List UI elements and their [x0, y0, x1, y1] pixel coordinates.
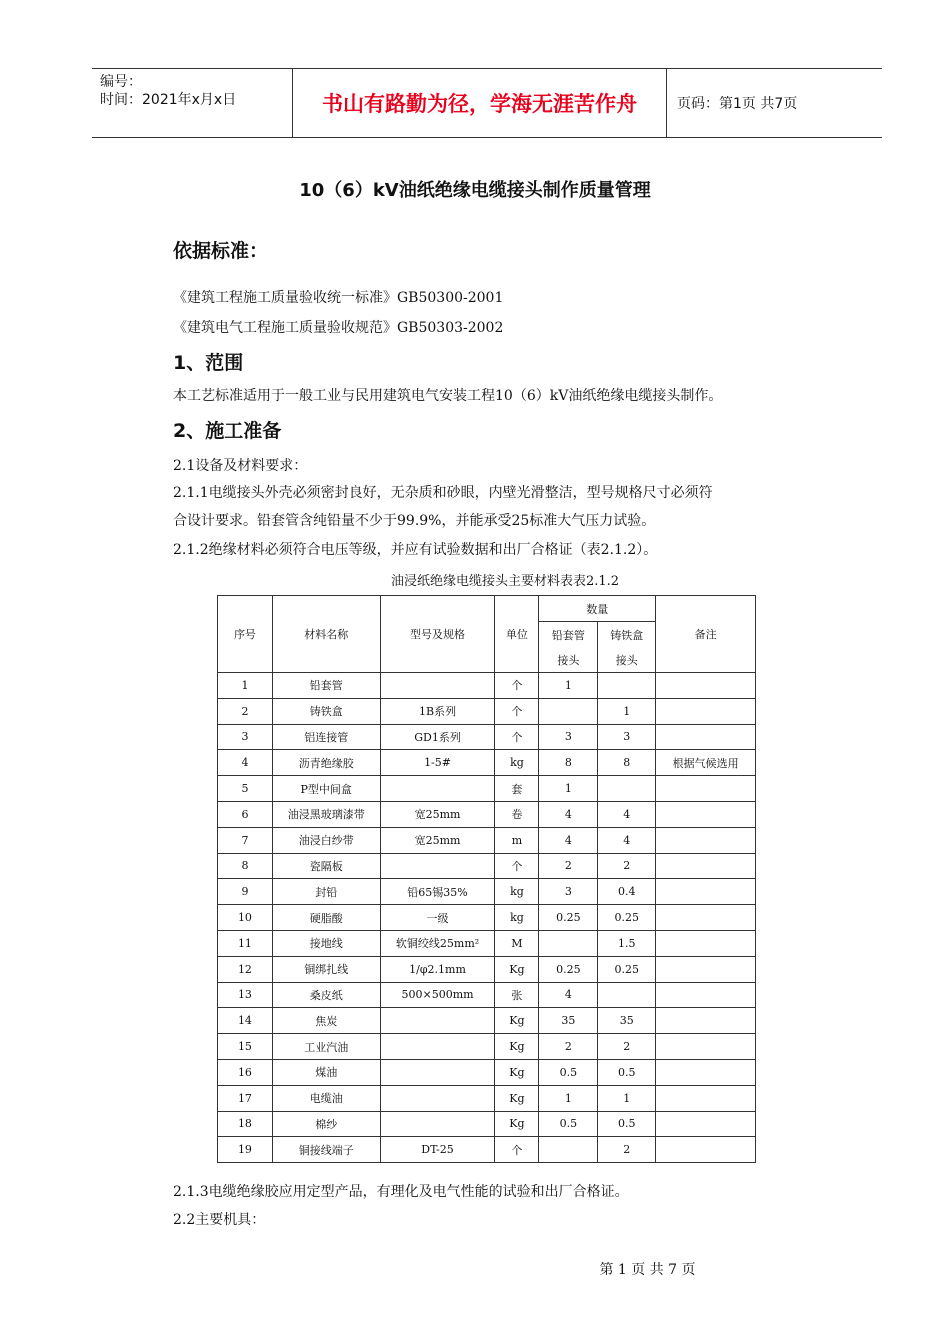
- header-no: 序号: [218, 596, 273, 673]
- section1-heading: 1、范围: [173, 352, 244, 374]
- cell-iron-qty: 1.5: [598, 930, 656, 956]
- section1-text: 本工艺标准适用于一般工业与民用建筑电气安装工程10（6）kV油纸绝缘电缆接头制作。: [173, 388, 723, 404]
- cell-unit: kg: [495, 750, 539, 776]
- table-row: [218, 801, 756, 827]
- cell-remark: [656, 673, 756, 699]
- header-iron: 铸铁盒: [598, 622, 656, 648]
- cell-spec: [380, 1034, 495, 1060]
- page-header: [92, 68, 882, 138]
- cell-iron-qty: 0.25: [598, 905, 656, 931]
- header-joint: 接头: [539, 647, 598, 673]
- table-row: [218, 956, 756, 982]
- cell-name: 封铅: [272, 879, 380, 905]
- cell-unit: 个: [495, 673, 539, 699]
- cell-spec: GD1系列: [380, 724, 495, 750]
- header-joint: 接头: [598, 647, 656, 673]
- section2-heading: 2、施工准备: [173, 420, 282, 442]
- cell-no: 15: [218, 1034, 273, 1060]
- cell-iron-qty: [598, 776, 656, 802]
- cell-lead-qty: 2: [539, 853, 598, 879]
- cell-spec: 1/φ2.1mm: [380, 956, 495, 982]
- cell-no: 7: [218, 827, 273, 853]
- basis-item: 《建筑电气工程施工质量验收规范》GB50303-2002: [173, 320, 504, 336]
- cell-unit: 张: [495, 982, 539, 1008]
- cell-name: 电缆油: [272, 1085, 380, 1111]
- table-row: [218, 673, 756, 699]
- cell-lead-qty: 1: [539, 1085, 598, 1111]
- cell-name: 铜绑扎线: [272, 956, 380, 982]
- cell-remark: [656, 1008, 756, 1034]
- cell-name: 铜接线端子: [272, 1137, 380, 1163]
- table-row: [218, 853, 756, 879]
- table-row: [218, 1034, 756, 1060]
- paragraph: 2.1.1电缆接头外壳必须密封良好，无杂质和砂眼，内壁光滑整洁，型号规格尺寸必须符: [173, 485, 713, 501]
- materials-table: [217, 595, 756, 1163]
- table-row: [218, 724, 756, 750]
- cell-name: 工业汽油: [272, 1034, 380, 1060]
- cell-spec: [380, 673, 495, 699]
- cell-lead-qty: 2: [539, 1034, 598, 1060]
- header-page-label: 页码：第1页 共7页: [677, 96, 798, 112]
- cell-no: 10: [218, 905, 273, 931]
- cell-lead-qty: [539, 930, 598, 956]
- cell-lead-qty: 0.25: [539, 905, 598, 931]
- cell-name: 接地线: [272, 930, 380, 956]
- cell-iron-qty: 2: [598, 1137, 656, 1163]
- cell-name: 桑皮纸: [272, 982, 380, 1008]
- cell-unit: 个: [495, 853, 539, 879]
- cell-no: 1: [218, 673, 273, 699]
- cell-lead-qty: 8: [539, 750, 598, 776]
- cell-remark: [656, 776, 756, 802]
- cell-name: 铸铁盒: [272, 698, 380, 724]
- cell-remark: [656, 1059, 756, 1085]
- cell-lead-qty: [539, 698, 598, 724]
- cell-spec: 500×500mm: [380, 982, 495, 1008]
- header-motto: 书山有路勤为径，学海无涯苦作舟: [293, 69, 667, 137]
- cell-name: 铅套管: [272, 673, 380, 699]
- table-row: [218, 698, 756, 724]
- table-row: [218, 905, 756, 931]
- cell-name: 瓷隔板: [272, 853, 380, 879]
- cell-remark: [656, 698, 756, 724]
- cell-unit: kg: [495, 905, 539, 931]
- cell-name: 煤油: [272, 1059, 380, 1085]
- cell-unit: M: [495, 930, 539, 956]
- cell-name: 棉纱: [272, 1111, 380, 1137]
- cell-no: 17: [218, 1085, 273, 1111]
- cell-lead-qty: 1: [539, 776, 598, 802]
- paragraph: 2.1.3电缆绝缘胶应用定型产品，有理化及电气性能的试验和出厂合格证。: [173, 1184, 629, 1200]
- cell-iron-qty: 0.4: [598, 879, 656, 905]
- cell-lead-qty: 1: [539, 673, 598, 699]
- cell-lead-qty: 0.25: [539, 956, 598, 982]
- cell-unit: 个: [495, 1137, 539, 1163]
- cell-spec: DT-25: [380, 1137, 495, 1163]
- cell-spec: 铅65锡35%: [380, 879, 495, 905]
- cell-iron-qty: [598, 982, 656, 1008]
- paragraph: 2.1设备及材料要求：: [173, 458, 308, 474]
- cell-iron-qty: 0.5: [598, 1111, 656, 1137]
- cell-no: 11: [218, 930, 273, 956]
- cell-iron-qty: 0.5: [598, 1059, 656, 1085]
- cell-remark: [656, 1137, 756, 1163]
- cell-iron-qty: 4: [598, 827, 656, 853]
- table-row: [218, 1008, 756, 1034]
- cell-remark: [656, 724, 756, 750]
- table-row: [218, 982, 756, 1008]
- cell-spec: [380, 1008, 495, 1034]
- cell-lead-qty: 4: [539, 827, 598, 853]
- cell-remark: [656, 853, 756, 879]
- cell-unit: m: [495, 827, 539, 853]
- table-row: [218, 1059, 756, 1085]
- time-label: 时间：2021年x月x日: [100, 92, 237, 108]
- cell-spec: [380, 1111, 495, 1137]
- cell-unit: 个: [495, 724, 539, 750]
- cell-name: 油浸黑玻璃漆带: [272, 801, 380, 827]
- cell-lead-qty: 4: [539, 801, 598, 827]
- cell-lead-qty: 3: [539, 879, 598, 905]
- cell-remark: [656, 982, 756, 1008]
- page-footer: 第 1 页 共 7 页: [599, 1262, 696, 1278]
- cell-spec: [380, 1085, 495, 1111]
- cell-no: 16: [218, 1059, 273, 1085]
- cell-spec: [380, 1059, 495, 1085]
- cell-name: P型中间盒: [272, 776, 380, 802]
- cell-name: 沥青绝缘胶: [272, 750, 380, 776]
- cell-spec: 宽25mm: [380, 801, 495, 827]
- cell-no: 8: [218, 853, 273, 879]
- cell-remark: [656, 905, 756, 931]
- document-title: 10（6）kV油纸绝缘电缆接头制作质量管理: [299, 180, 651, 201]
- cell-no: 2: [218, 698, 273, 724]
- paragraph: 合设计要求。铅套管含纯铅量不少于99.9%，并能承受25标准大气压力试验。: [173, 513, 656, 529]
- table-row: [218, 750, 756, 776]
- cell-iron-qty: 3: [598, 724, 656, 750]
- cell-no: 18: [218, 1111, 273, 1137]
- cell-no: 9: [218, 879, 273, 905]
- cell-unit: Kg: [495, 1034, 539, 1060]
- cell-iron-qty: 35: [598, 1008, 656, 1034]
- table-row: [218, 776, 756, 802]
- cell-lead-qty: 4: [539, 982, 598, 1008]
- table-row: [218, 1137, 756, 1163]
- cell-lead-qty: 35: [539, 1008, 598, 1034]
- basis-heading: 依据标准：: [173, 240, 269, 262]
- cell-unit: Kg: [495, 1085, 539, 1111]
- table-row: [218, 1085, 756, 1111]
- cell-name: 油浸白纱带: [272, 827, 380, 853]
- table-row: [218, 879, 756, 905]
- cell-lead-qty: [539, 1137, 598, 1163]
- header-remark: 备注: [656, 596, 756, 673]
- cell-spec: [380, 853, 495, 879]
- cell-unit: 套: [495, 776, 539, 802]
- header-unit: 单位: [495, 596, 539, 673]
- cell-unit: kg: [495, 879, 539, 905]
- cell-lead-qty: 3: [539, 724, 598, 750]
- header-qty: 数量: [539, 596, 656, 622]
- cell-name: 硬脂酸: [272, 905, 380, 931]
- cell-iron-qty: 2: [598, 1034, 656, 1060]
- cell-remark: 根据气候选用: [656, 750, 756, 776]
- cell-spec: 宽25mm: [380, 827, 495, 853]
- cell-unit: Kg: [495, 1059, 539, 1085]
- table-caption: 油浸纸绝缘电缆接头主要材料表表2.1.2: [390, 574, 620, 589]
- number-label: 编号：: [100, 74, 142, 90]
- cell-unit: Kg: [495, 1008, 539, 1034]
- cell-iron-qty: 1: [598, 1085, 656, 1111]
- cell-remark: [656, 1034, 756, 1060]
- basis-item: 《建筑工程施工质量验收统一标准》GB50300-2001: [173, 290, 504, 306]
- cell-no: 4: [218, 750, 273, 776]
- header-name: 材料名称: [272, 596, 380, 673]
- cell-unit: Kg: [495, 956, 539, 982]
- cell-no: 13: [218, 982, 273, 1008]
- paragraph: 2.2主要机具：: [173, 1212, 266, 1228]
- cell-no: 5: [218, 776, 273, 802]
- cell-spec: 一级: [380, 905, 495, 931]
- cell-remark: [656, 930, 756, 956]
- cell-remark: [656, 1085, 756, 1111]
- cell-remark: [656, 1111, 756, 1137]
- header-meta: [92, 69, 293, 137]
- cell-name: 铝连接管: [272, 724, 380, 750]
- table-row: [218, 827, 756, 853]
- cell-remark: [656, 956, 756, 982]
- cell-spec: 1-5#: [380, 750, 495, 776]
- cell-no: 19: [218, 1137, 273, 1163]
- cell-iron-qty: 1: [598, 698, 656, 724]
- cell-iron-qty: 0.25: [598, 956, 656, 982]
- cell-name: 焦炭: [272, 1008, 380, 1034]
- cell-lead-qty: 0.5: [539, 1111, 598, 1137]
- cell-no: 14: [218, 1008, 273, 1034]
- cell-lead-qty: 0.5: [539, 1059, 598, 1085]
- cell-iron-qty: 4: [598, 801, 656, 827]
- cell-iron-qty: 2: [598, 853, 656, 879]
- header-spec: 型号及规格: [380, 596, 495, 673]
- cell-spec: [380, 776, 495, 802]
- cell-remark: [656, 801, 756, 827]
- cell-remark: [656, 879, 756, 905]
- paragraph: 2.1.2绝缘材料必须符合电压等级，并应有试验数据和出厂合格证（表2.1.2）。: [173, 542, 658, 558]
- table-row: [218, 930, 756, 956]
- cell-unit: 卷: [495, 801, 539, 827]
- cell-no: 6: [218, 801, 273, 827]
- cell-unit: 个: [495, 698, 539, 724]
- cell-unit: Kg: [495, 1111, 539, 1137]
- cell-remark: [656, 827, 756, 853]
- cell-spec: 1B系列: [380, 698, 495, 724]
- table-row: [218, 1111, 756, 1137]
- cell-iron-qty: 8: [598, 750, 656, 776]
- cell-spec: 软铜绞线25mm²: [380, 930, 495, 956]
- header-lead: 铅套管: [539, 622, 598, 648]
- cell-no: 12: [218, 956, 273, 982]
- cell-no: 3: [218, 724, 273, 750]
- cell-iron-qty: [598, 673, 656, 699]
